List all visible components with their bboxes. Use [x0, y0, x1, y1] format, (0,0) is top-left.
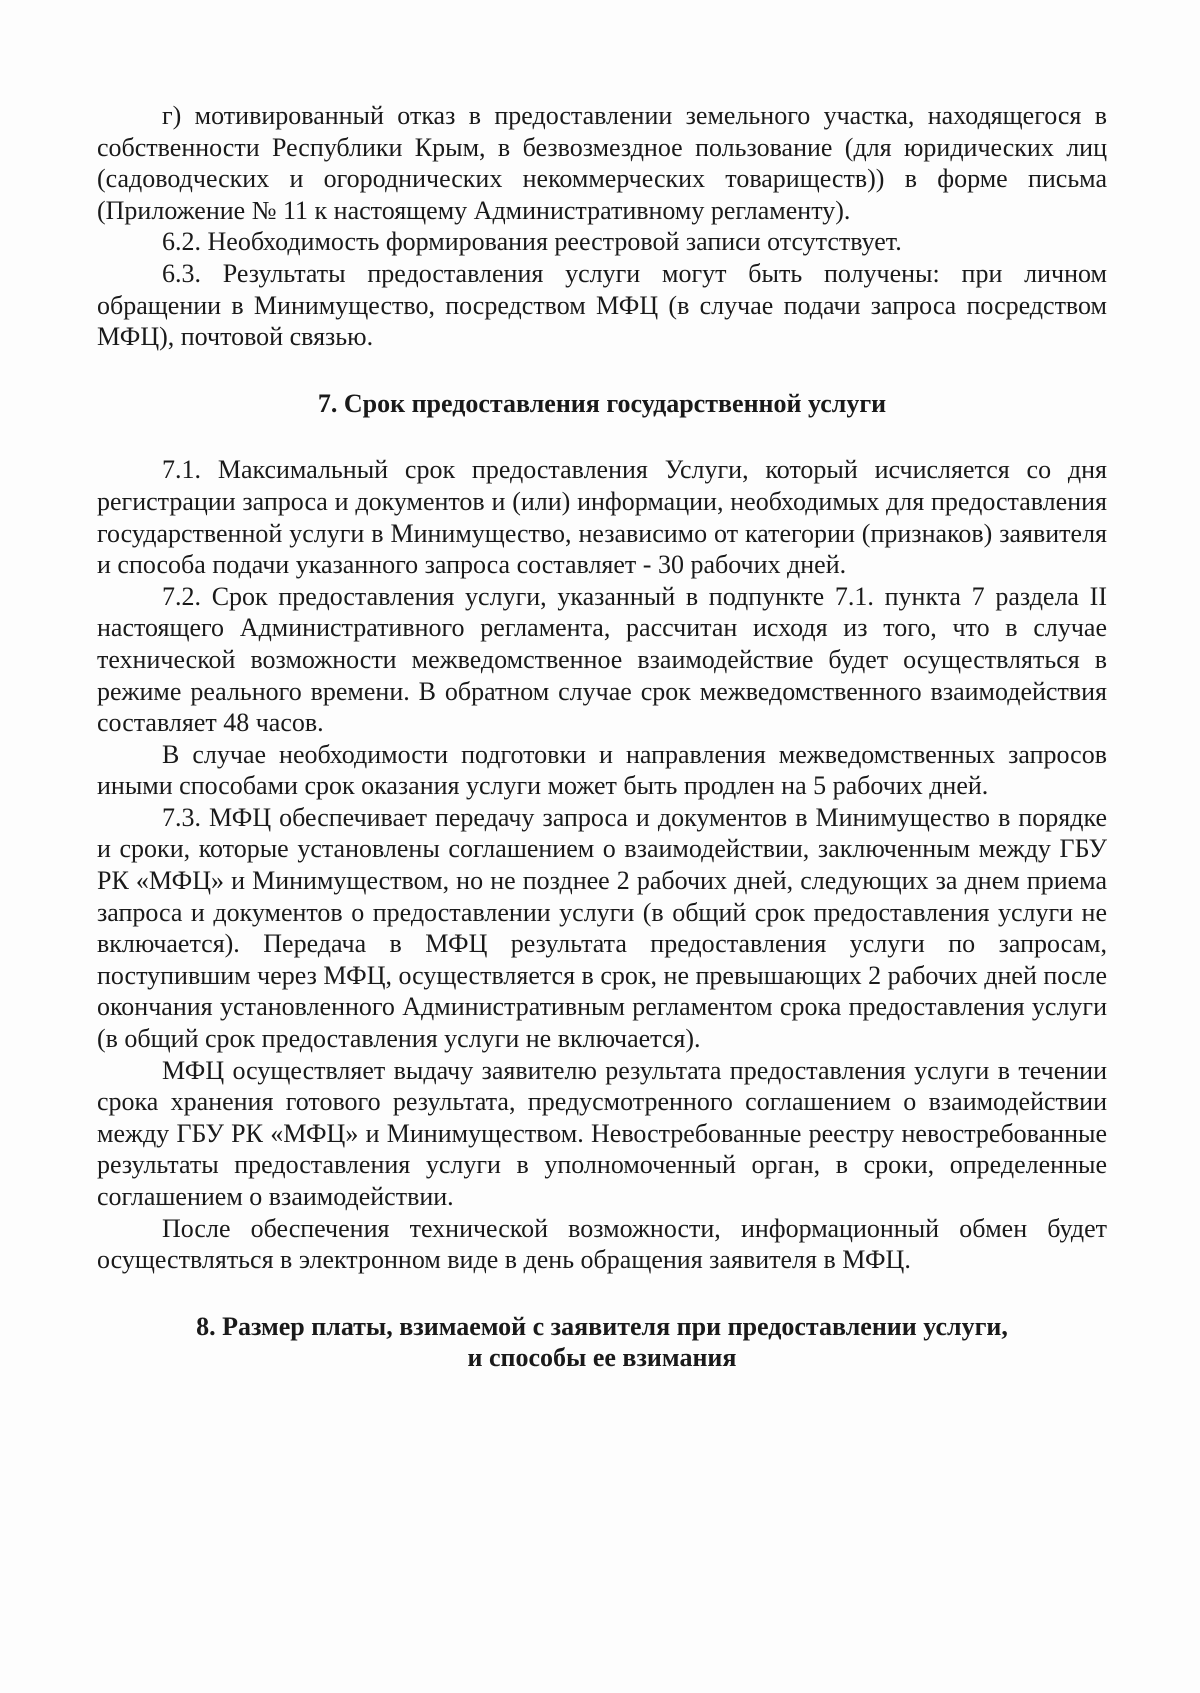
paragraph-7-1: 7.1. Максимальный срок предоставления Услуги, который исчисляется со дня регистрации запроса и документов и (или) информации, необходимых для предоставления государственной услуги в Минимущество, независимо от категории (признаков) заявителя и способа подачи указанного запроса составляет - 30 рабочих дней. — [97, 455, 1107, 580]
paragraph-6-2: 6.2. Необходимость формирования реестровой записи отсутствует. — [162, 227, 902, 257]
section-7-heading: 7. Срок предоставления государственной услуги — [317, 388, 887, 418]
document-body — [97, 100, 1107, 1374]
paragraph-mfc-issuance: МФЦ осуществляет выдачу заявителю результата предоставления услуги в течении срока хранения готового результата, предусмотренного соглашением о взаимодействии между ГБУ РК «МФЦ» и Минимуществом. Невостребованные реестру невостребованные результаты предоставления услуги в уполномоченный орган, в сроки, определенные соглашением о взаимодействии. — [97, 1055, 1107, 1211]
paragraph-7-3: 7.3. МФЦ обеспечивает передачу запроса и документов в Минимущество в порядке и сроки, которые установлены соглашением о взаимодействии, заключенным между ГБУ РК «МФЦ» и Минимуществом, но не позднее 2 рабочих дней, следующих за днем приема запроса и документов о предоставлении услуги (в общий срок предоставления услуги не включается). Передача в МФЦ результата предоставления услуги по запросам, поступившим через МФЦ, осуществляется в срок, не превышающих 2 рабочих дней после окончания установленного Административным регламентом срока предоставления услуги (в общий срок предоставления услуги не включается). — [97, 802, 1107, 1054]
section-8-heading-line-1: 8. Размер платы, взимаемой с заявителя при предоставлении услуги, — [196, 1311, 1008, 1341]
paragraph-7-2: 7.2. Срок предоставления услуги, указанный в подпункте 7.1. пункта 7 раздела II настоящего Административного регламента, рассчитан исходя из того, что в случае технической возможности межведомственное взаимодействие будет осуществляться в режиме реального времени. В обратном случае срок межведомственного взаимодействия составляет 48 часов. — [97, 581, 1107, 738]
paragraph-6-3: 6.3. Результаты предоставления услуги могут быть получены: при личном обращении в Минимущество, посредством МФЦ (в случае подачи запроса посредством МФЦ), почтовой связью. — [97, 258, 1107, 352]
paragraph-refusal-item-g: г) мотивированный отказ в предоставлении земельного участка, находящегося в собственности Республики Крым, в безвозмездное пользование (для юридических лиц (садоводческих и огороднических некоммерческих товариществ)) в форме письма (Приложение № 11 к настоящему Административному регламенту). — [97, 101, 1107, 225]
paragraph-electronic-exchange: После обеспечения технической возможности, информационный обмен будет осуществляться в электронном виде в день обращения заявителя в МФЦ. — [97, 1213, 1107, 1275]
paragraph-7-2-extension: В случае необходимости подготовки и направления межведомственных запросов иными способами срок оказания услуги может быть продлен на 5 рабочих дней. — [97, 739, 1107, 801]
section-8-heading-line-2: и способы ее взимания — [467, 1343, 737, 1373]
